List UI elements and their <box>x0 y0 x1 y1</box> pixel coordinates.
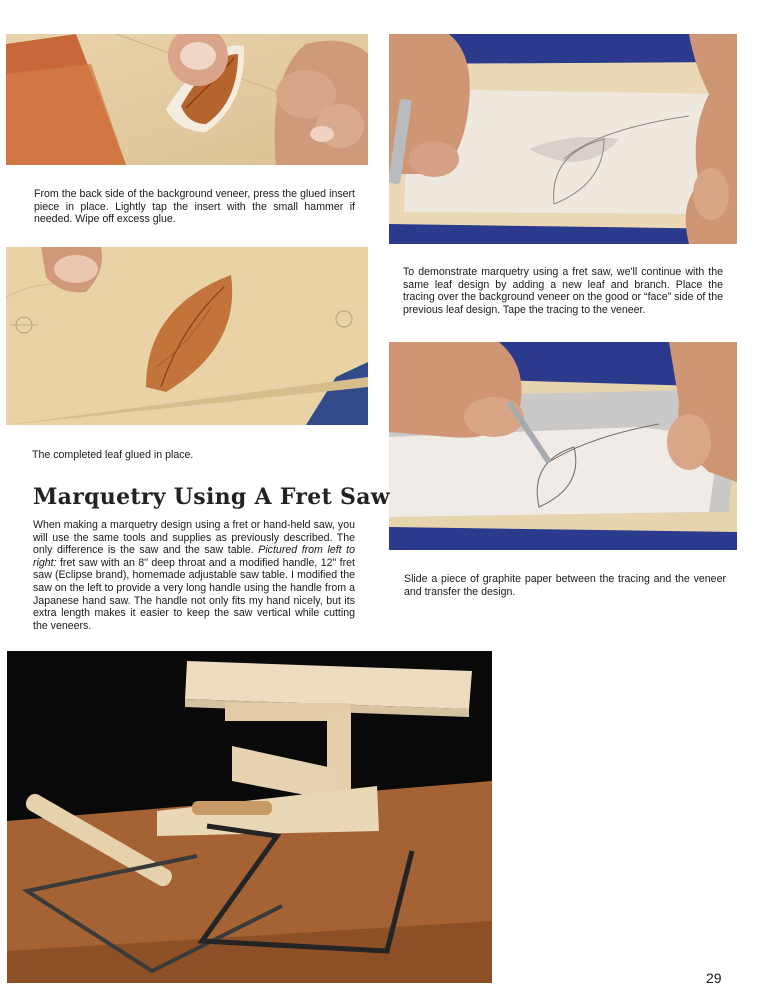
caption-pressing-insert: From the back side of the background veneer, press the glued insert piece in place. Lightly tap the insert with the small hammer if needed. Wipe off excess glue. <box>34 188 355 226</box>
section-heading: Marquetry Using A Fret Saw <box>33 484 390 510</box>
section-body <box>33 519 355 632</box>
photo-fret-saws-and-table <box>7 651 492 983</box>
body-text-part2: fret saw with an 8" deep throat and a modified handle, 12" fret saw (Eclipse brand), homemade adjustable saw table. I modified the saw on the left to provide a very long handle using the handle from a Japanese hand saw. The handle not only fits my hand nicely, but its extra length makes it easier to keep the saw vertical while cutting the veneers. <box>33 556 355 632</box>
page-number: 29 <box>706 970 722 986</box>
photo-pressing-insert <box>6 34 368 165</box>
body-text-part1: When making a marquetry design using a fret or hand-held saw, you will use the same tools and supplies as previously described. The only difference is the saw and the saw table. <box>33 519 355 557</box>
caption-tracing: To demonstrate marquetry using a fret saw, we'll continue with the same leaf design by adding a new leaf and branch. Place the tracing over the background veneer on the good or “face” side of the previous leaf design. Tape the tracing to the veneer. <box>403 266 723 316</box>
photo-tracing-leaf <box>389 34 737 244</box>
body-text-italic: Pictured from left to right: <box>33 544 355 569</box>
photo-completed-leaf <box>6 247 368 425</box>
caption-graphite: Slide a piece of graphite paper between the tracing and the veneer and transfer the design. <box>404 573 726 598</box>
caption-leaf-glued: The completed leaf glued in place. <box>32 449 194 461</box>
photo-transfer-design <box>389 342 737 550</box>
